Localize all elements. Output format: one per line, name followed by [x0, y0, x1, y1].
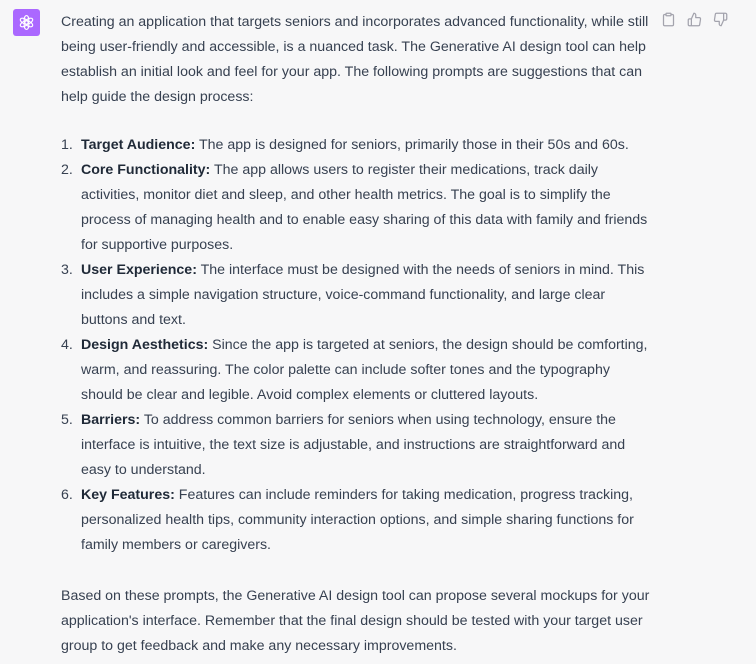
- thumbs-up-icon: [687, 12, 702, 27]
- list-term: Key Features:: [81, 487, 175, 503]
- list-item: [61, 258, 651, 333]
- list-number: 3.: [61, 262, 73, 278]
- list-item: [61, 483, 651, 558]
- list-term: Design Aesthetics:: [81, 337, 209, 353]
- clipboard-icon: [661, 12, 676, 27]
- message-content: [61, 10, 651, 659]
- list-number: 1.: [61, 137, 73, 153]
- list-term: User Experience:: [81, 262, 197, 278]
- assistant-avatar: [13, 9, 40, 36]
- copy-button[interactable]: [658, 9, 678, 29]
- prompt-list: [61, 133, 651, 558]
- list-text: Features can include reminders for taking medication, progress tracking, personalized health tips, community interaction options, and simple sharing functions for family members or caregivers.: [81, 487, 634, 553]
- thumbs-down-button[interactable]: [710, 9, 730, 29]
- list-item: [61, 133, 651, 158]
- openai-logo-icon: [17, 13, 36, 32]
- list-term: Core Functionality:: [81, 162, 211, 178]
- intro-paragraph: Creating an application that targets seniors and incorporates advanced functionality, while still being user-friendly and accessible, is a nuanced task. The Generative AI design tool can help establish an initial look and feel for your app. The following prompts are suggestions that can help guide the design process:: [61, 14, 649, 105]
- list-term: Barriers:: [81, 412, 141, 428]
- list-number: 4.: [61, 337, 73, 353]
- message-actions: [658, 9, 730, 29]
- list-number: 6.: [61, 487, 73, 503]
- list-item: [61, 333, 651, 408]
- list-text: The app allows users to register their medications, track daily activities, monitor diet and sleep, and other health metrics. The goal is to simplify the process of managing health and to enable easy sharing of this data with family and friends for supportive purposes.: [81, 162, 648, 253]
- list-item: [61, 408, 651, 483]
- list-item: [61, 158, 651, 258]
- thumbs-up-button[interactable]: [684, 9, 704, 29]
- list-number: 5.: [61, 412, 73, 428]
- list-number: 2.: [61, 162, 73, 178]
- list-term: Target Audience:: [81, 137, 196, 153]
- list-text: Since the app is targeted at seniors, the design should be comforting, warm, and reassuring. The color palette can include softer tones and the typography should be clear and legible. Avoid complex elements or cluttered layouts.: [81, 337, 648, 403]
- list-text: The interface must be designed with the needs of seniors in mind. This includes a simple navigation structure, voice-command functionality, and large clear buttons and text.: [81, 262, 645, 328]
- list-text: The app is designed for seniors, primarily those in their 50s and 60s.: [195, 137, 629, 153]
- thumbs-down-icon: [713, 12, 728, 27]
- list-text: To address common barriers for seniors when using technology, ensure the interface is intuitive, the text size is adjustable, and instructions are straightforward and easy to understand.: [81, 412, 626, 478]
- outro-paragraph: Based on these prompts, the Generative AI design tool can propose several mockups for your application's interface. Remember that the final design should be tested with your target user group to get feedback and make any necessary improvements.: [61, 588, 650, 654]
